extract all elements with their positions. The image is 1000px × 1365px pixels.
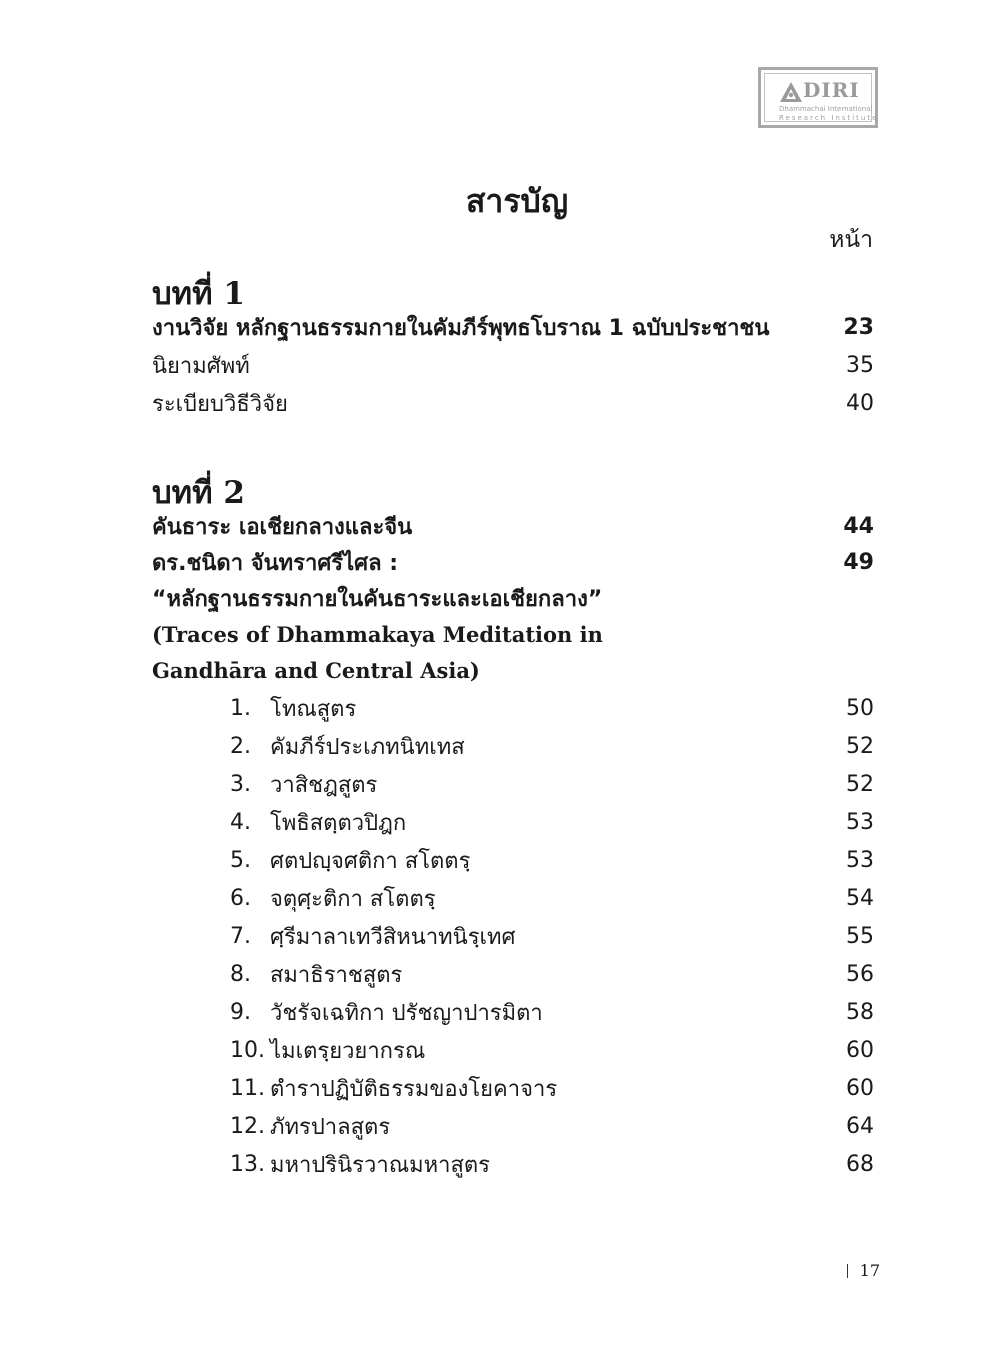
subitem-page: 68 [846, 1151, 874, 1177]
subitem-number: 5. [230, 847, 251, 873]
subitem-number: 12. [230, 1113, 265, 1139]
toc-entry-title: คันธาระ เอเชียกลางและจีน [152, 514, 413, 540]
subitem-page: 54 [846, 885, 874, 911]
subitem-number: 2. [230, 733, 251, 759]
article-title-english-line1: (Traces of Dhammakaya Meditation in [152, 621, 603, 647]
subitem-number: 6. [230, 885, 251, 911]
subitem-page: 53 [846, 809, 874, 835]
toc-entry-page: 44 [843, 513, 874, 539]
subitem-title: คัมภีร์ประเภทนิทเทส [270, 734, 465, 760]
article-title-thai: “หลักฐานธรรมกายในคันธาระและเอเชียกลาง” [152, 586, 603, 612]
subitem-title: วัชรัจเฉทิกา ปรัชญาปารมิตา [270, 1000, 543, 1026]
toc-entry-title: งานวิจัย หลักฐานธรรมกายในคัมภีร์พุทธโบราณ 1 ฉบับประชาชน [152, 315, 770, 341]
toc-subitem [230, 918, 874, 954]
subitem-page: 52 [846, 733, 874, 759]
toc-entry-page: 23 [843, 314, 874, 340]
subitem-page: 56 [846, 961, 874, 987]
triangle-logo-icon [779, 81, 803, 103]
subitem-page: 58 [846, 999, 874, 1025]
toc-entry [152, 544, 874, 580]
toc-subitem [230, 994, 874, 1030]
toc-subitem [230, 728, 874, 764]
subitem-title: ศฺรีมาลาเทวีสิหนาทนิรฺเทศ [270, 924, 516, 950]
subitem-title: ตำราปฏิบัติธรรมของโยคาจาร [270, 1076, 558, 1102]
subitem-number: 9. [230, 999, 251, 1025]
subitem-number: 13. [230, 1151, 265, 1177]
toc-subitem [230, 766, 874, 802]
subitem-page: 60 [846, 1075, 874, 1101]
diri-logo [758, 67, 878, 128]
subitem-title: จตุศฺะติกา สโตตรฺ [270, 886, 436, 912]
subitem-number: 3. [230, 771, 251, 797]
toc-title: สารบัญ [465, 182, 569, 220]
subitem-title: ไมเตรฺยวยากรณ [270, 1038, 426, 1064]
toc-entry [152, 347, 874, 383]
toc-subitem [230, 1070, 874, 1106]
subitem-title: มหาปรินิรวาณมหาสูตร [270, 1152, 490, 1178]
logo-frame [764, 73, 879, 122]
toc-entry-title: ระเบียบวิธีวิจัย [152, 391, 288, 417]
toc-subitem [230, 1032, 874, 1068]
subitem-page: 50 [846, 695, 874, 721]
subitem-number: 1. [230, 695, 251, 721]
page-column-heading: หน้า [829, 227, 873, 253]
toc-subitem [230, 880, 874, 916]
toc-entry-page: 35 [846, 352, 874, 378]
toc-entry-title: ดร.ชนิดา จันทราศรีไศล : [152, 550, 399, 576]
subitem-title: วาสิชฎสูตร [270, 772, 378, 798]
subitem-number: 10. [230, 1037, 265, 1063]
subitem-number: 11. [230, 1075, 265, 1101]
subitem-title: โทณสูตร [270, 696, 357, 722]
toc-subitem [230, 804, 874, 840]
article-title-english-line2: Gandhāra and Central Asia) [152, 657, 480, 683]
subitem-page: 53 [846, 847, 874, 873]
subitem-title: สมาธิราชสูตร [270, 962, 403, 988]
toc-subitem [230, 690, 874, 726]
toc-entry [152, 508, 874, 544]
page-number: 17 [859, 1261, 880, 1280]
subitem-title: ภัทรปาลสูตร [270, 1114, 391, 1140]
subitem-page: 55 [846, 923, 874, 949]
logo-subtitle-line1: Dhammachai International [779, 105, 873, 113]
subitem-page: 52 [846, 771, 874, 797]
toc-entry [152, 309, 874, 345]
subitem-title: ศตปญฺจศติกา สโตตรฺ [270, 848, 471, 874]
toc-entry-page: 49 [843, 549, 874, 575]
subitem-number: 7. [230, 923, 251, 949]
logo-subtitle-line2: Research Institute [779, 114, 879, 122]
page-folio [847, 1261, 880, 1280]
toc-entry-title: นิยามศัพท์ [152, 353, 250, 379]
toc-entry [152, 385, 874, 421]
chapter-1-heading: บทที่ 1 [152, 276, 245, 312]
logo-name: DIRI [803, 78, 860, 102]
folio-divider [847, 1264, 848, 1278]
toc-subitem [230, 1146, 874, 1182]
subitem-number: 8. [230, 961, 251, 987]
subitem-page: 60 [846, 1037, 874, 1063]
subitem-number: 4. [230, 809, 251, 835]
toc-entry-page: 40 [846, 390, 874, 416]
chapter-2-heading: บทที่ 2 [152, 475, 245, 511]
subitem-title: โพธิสตฺตวปิฎก [270, 810, 407, 836]
toc-subitem [230, 1108, 874, 1144]
subitem-page: 64 [846, 1113, 874, 1139]
toc-subitem [230, 842, 874, 878]
toc-subitem [230, 956, 874, 992]
